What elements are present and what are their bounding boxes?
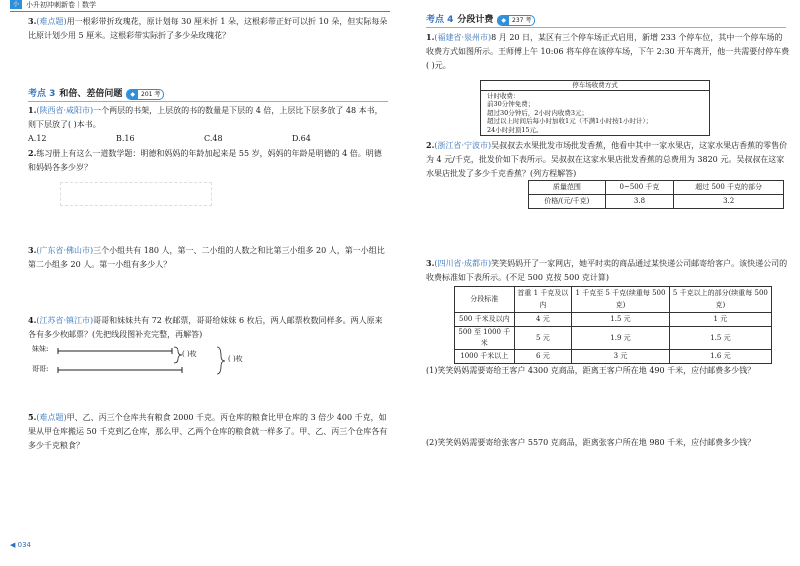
- table-cell: 500 千米及以内: [455, 313, 515, 327]
- problem-text: 吴叔叔去水果批发市场批发香蕉，他看中其中一家水果店，这家水果店香蕉的零售价为 4 元/千克，批发价如下表所示。吴叔叔在这家水果店批发香蕉的总费用为 3820 元。吴叔叔在这家水果店批发了多少千克香蕉？(列方程解答): [426, 141, 788, 178]
- question-5: [28, 410, 388, 453]
- table-header-cell: 分段标准: [455, 287, 515, 313]
- problem-number: 3.: [28, 245, 37, 255]
- page-footer: [10, 540, 31, 551]
- wholesale-price-table: [528, 180, 784, 209]
- problem-text: 笑笑妈妈开了一家网店，她平时卖的商品通过某快递公司邮寄给客户。该快递公司的收费标准如下表所示。(不足 500 克按 500 克计算): [426, 259, 788, 282]
- table-header-row: [455, 287, 772, 313]
- section-title: 考点 4: [426, 15, 454, 25]
- table-header-cell: 1 千克至 5 千克(续重每 500 克): [572, 287, 670, 313]
- section-rule: [426, 27, 786, 28]
- problem-number: 1.: [28, 105, 37, 115]
- table-cell: 1.9 元: [572, 327, 670, 350]
- problem-number: 3.: [426, 258, 435, 268]
- sub-question-text: (1)笑笑妈妈需要寄给王客户 4300 克商品，距离王客户所在地 490 千米，应付邮费多少钱？: [426, 366, 756, 375]
- fee-rule-line: 前30分钟免费；: [487, 100, 535, 108]
- problem-tag: (福建省·泉州市): [434, 33, 492, 42]
- problem-text: 练习册上有这么一道数学题：明德和妈妈的年龄加起来是 55 岁，妈妈的年龄是明德的 4 倍。明德和妈妈各多少岁？: [28, 149, 382, 172]
- problem-text: 用一根彩带折玫瑰花，原计划每 30 厘米折 1 朵，这根彩带正好可以折 10 朵，但实际每朵比原计划少用 5 厘米。这根彩带实际折了多少朵玫瑰花？: [28, 17, 388, 40]
- problem-text: 三个小组共有 180 人，第一、二小组的人数之和比第三小组多 20 人，第一小组比第二小组多 20 人。第一小组有多少人？: [28, 246, 385, 269]
- segment-diagram: [32, 344, 272, 384]
- exam-count-text: 237 考: [512, 16, 532, 24]
- inner-brace: [174, 347, 182, 363]
- book-title: 小升初冲刺新卷｜数学: [26, 1, 96, 9]
- section-heading-3: [28, 88, 164, 100]
- table-cell: 6 元: [514, 350, 572, 364]
- sub-question-text: (2)笑笑妈妈需要寄给张客户 5570 克商品，距离张客户所在地 980 千米，应付邮费多少钱？: [426, 438, 756, 447]
- right-question-3: [426, 256, 790, 285]
- problem-tag: (难点题): [36, 17, 67, 26]
- exam-icon: ◆: [498, 16, 509, 25]
- inner-brace-label: ( )枚: [182, 350, 197, 358]
- table-cell: 1 元: [669, 313, 771, 327]
- problem-number: 3.: [28, 16, 37, 26]
- fee-box-body: [481, 91, 709, 136]
- table-cell: 1000 千米以上: [455, 350, 515, 364]
- table-cell: 500 至 1000 千米: [455, 327, 515, 350]
- problem-number: 2.: [28, 148, 37, 158]
- table-cell: 3.2: [674, 195, 784, 209]
- problem-number: 5.: [28, 412, 37, 422]
- right-question-2: [426, 138, 790, 181]
- problem-tag: (浙江省·宁波市): [434, 141, 492, 150]
- problem-tag: (江苏省·镇江市): [36, 316, 94, 325]
- section-title: 考点 3: [28, 89, 56, 99]
- shipping-fee-table: [454, 286, 772, 364]
- problem-text: 8 月 20 日，某区有三个停车场正式启用，新增 233 个停车位，其中一个停车场的收费方式如图所示。王师傅上午 10:06 将车停在该停车场，下午 2:30 开车离开，他一共需要付停车费( )元。: [426, 33, 790, 70]
- table-header-cell: 超过 500 千克的部分: [674, 181, 784, 195]
- option-b[interactable]: B.16: [116, 134, 135, 143]
- sub-question-2: [426, 436, 790, 450]
- book-badge: 小: [10, 0, 22, 9]
- outer-brace-label: ( )枚: [228, 355, 243, 363]
- section-name: 分段计费: [457, 15, 494, 25]
- question-4: [28, 313, 388, 342]
- question-3: [28, 243, 388, 272]
- right-page: [410, 0, 800, 566]
- table-row: [455, 327, 772, 350]
- fee-box-title: 停车场收费方式: [481, 81, 709, 91]
- prev-page-arrow[interactable]: ◀: [10, 541, 16, 549]
- problem-number: 2.: [426, 140, 435, 150]
- problem-tag: (难点题): [36, 413, 67, 422]
- table-cell: 1.5 元: [669, 327, 771, 350]
- sister-label: 妹妹:: [32, 345, 49, 353]
- problem-number: 1.: [426, 32, 435, 42]
- problem-3-top: [28, 14, 388, 43]
- exam-icon: ◆: [127, 90, 138, 99]
- brother-label: 哥哥:: [32, 365, 49, 373]
- answer-area: [60, 182, 212, 206]
- table-header-row: [529, 181, 784, 195]
- outer-brace: [217, 347, 225, 374]
- section-rule: [28, 101, 388, 102]
- table-header-cell: 5 千克以上的部分(续重每 500 克): [669, 287, 771, 313]
- fee-rule-line: 计时收费：: [487, 91, 520, 100]
- option-c[interactable]: C.48: [204, 134, 223, 143]
- fee-rule-line: 24小时封顶15元。: [487, 125, 543, 134]
- table-row: [455, 350, 772, 364]
- table-cell: 价格/(元/千克): [529, 195, 606, 209]
- problem-text: 甲、乙、丙三个仓库共有粮食 2000 千克。丙仓库的粮食比甲仓库的 3 倍少 400 千克，如果从甲仓库搬运 50 千克到乙仓库，那么甲、乙两个仓库的粮食就一样多了。甲、乙、丙三个仓库各有多少千克粮食？: [28, 413, 388, 450]
- section-heading-4: [426, 14, 535, 26]
- question-2: [28, 146, 388, 175]
- option-a[interactable]: A.12: [28, 134, 47, 143]
- fee-rule-line: 超过30分钟后，2小时内收费3元；: [487, 108, 589, 117]
- answer-options: [28, 132, 388, 146]
- page-number: 034: [17, 541, 31, 549]
- table-row: [455, 313, 772, 327]
- question-1: [28, 103, 388, 146]
- parking-fee-box: [480, 80, 710, 136]
- table-cell: 1.5 元: [572, 313, 670, 327]
- table-header-cell: 质量范围: [529, 181, 606, 195]
- section-name: 和倍、差倍问题: [59, 89, 123, 99]
- option-d[interactable]: D.64: [292, 134, 311, 143]
- problem-number: 4.: [28, 315, 37, 325]
- exam-count-text: 201 考: [141, 90, 161, 98]
- table-cell: 4 元: [514, 313, 572, 327]
- table-cell: 5 元: [514, 327, 572, 350]
- table-row: [529, 195, 784, 209]
- table-cell: 3.8: [605, 195, 674, 209]
- exam-count-badge: [126, 89, 164, 100]
- problem-tag: (陕西省·咸阳市): [36, 106, 94, 115]
- problem-tag: (广东省·佛山市): [36, 246, 94, 255]
- problem-tag: (四川省·成都市): [434, 259, 492, 268]
- exam-count-badge: [497, 15, 535, 26]
- table-header-cell: 首重 1 千克及以内: [514, 287, 572, 313]
- problem-text: 一个两层的书架，上层放的书的数量是下层的 4 倍，上层比下层多放了 48 本书，则下层放了( )本书。: [28, 106, 383, 129]
- sub-question-1: [426, 364, 790, 378]
- fee-rule-line: 超过以上时间后每小时加收1元（不满1小时按1小时计）；: [487, 117, 653, 125]
- right-question-1: [426, 30, 790, 73]
- table-cell: 3 元: [572, 350, 670, 364]
- table-cell: 1.6 元: [669, 350, 771, 364]
- table-header-cell: 0~500 千克: [605, 181, 674, 195]
- problem-text: 哥哥和妹妹共有 72 枚邮票，哥哥给妹妹 6 枚后，两人邮票枚数同样多。两人原来各有多少枚邮票？(先把线段图补充完整，再解答): [28, 316, 383, 339]
